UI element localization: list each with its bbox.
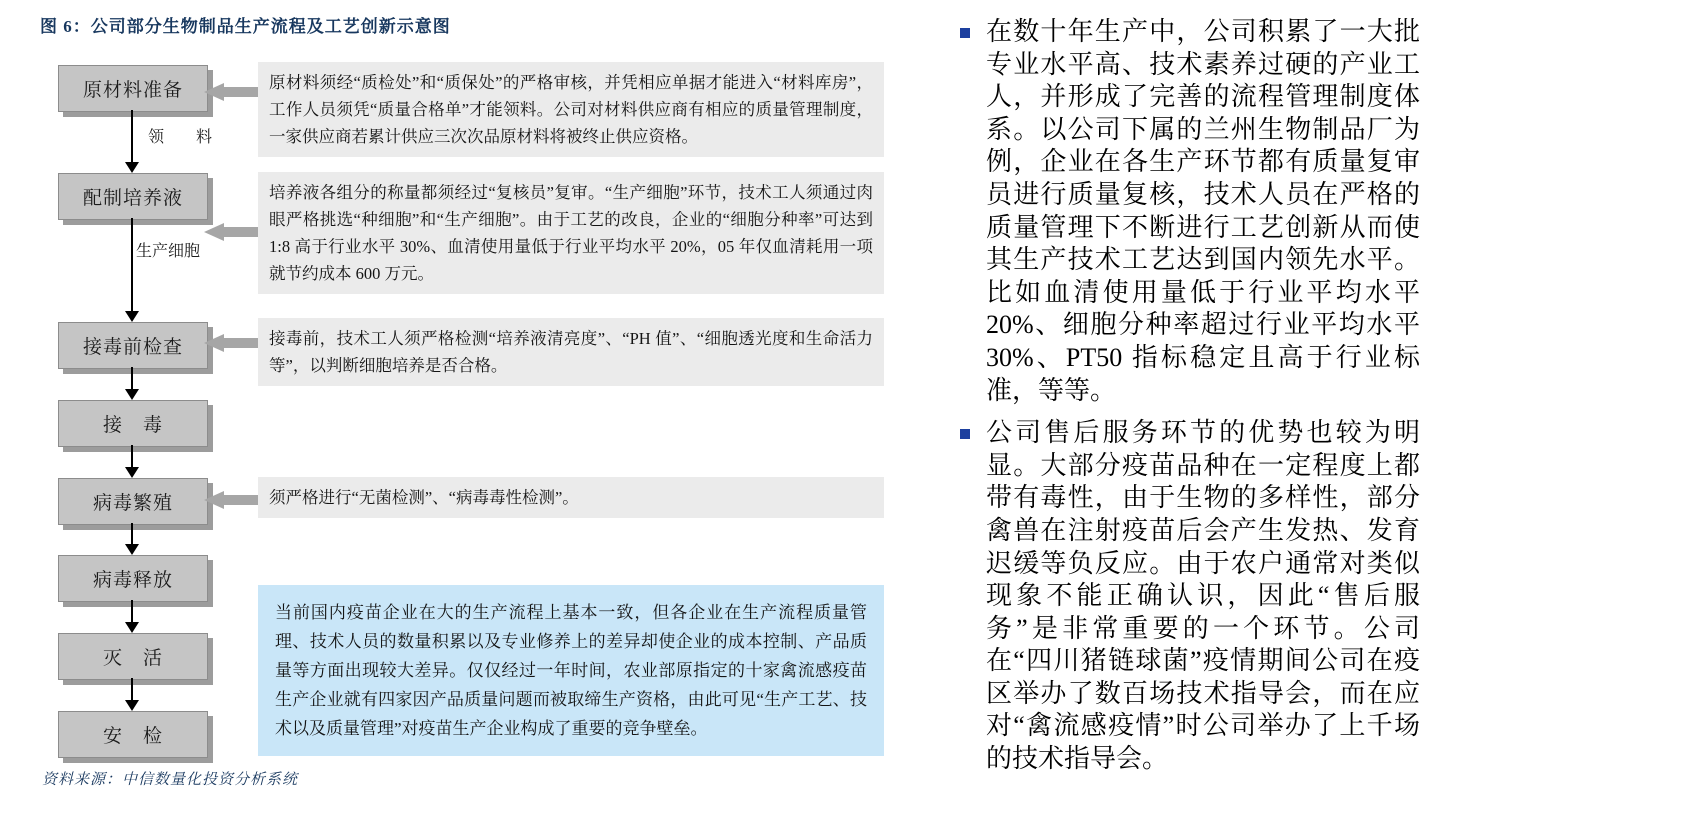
annotation-raw-materials: 原材料须经“质检处”和“质保处”的严格审核，并凭相应单据才能进入“材料库房”，工作人员须凭“质量合格单”才能领料。公司对材料供应商有相应的质量管理制度，一家供应商若累计供应三次次品原材料将被终止供应资格。 [258, 62, 884, 157]
commentary-text: 在数十年生产中，公司积累了一大批专业水平高、技术素养过硬的产业工人，并形成了完善的流程管理制度体系。以公司下属的兰州生物制品厂为例，企业在各生产环节都有质量复审员进行质量复核，技术人员在严格的质量管理下不断进行工艺创新从而使其生产技术工艺达到国内领先水平。比如血清使用量低于行业平均水平20%、细胞分种率超过行业平均水平30%、PT50 指标稳定且高于行业标准，等等。 [986, 17, 1420, 405]
down-arrow-icon [125, 367, 139, 400]
flow-step-inoculation: 接 毒 [58, 400, 208, 447]
annotation-virus-tests: 须严格进行“无菌检测”、“病毒毒性检测”。 [258, 477, 884, 518]
commentary-column [952, 16, 1420, 786]
figure-title: 图 6：公司部分生物制品生产流程及工艺创新示意图 [40, 17, 451, 36]
left-arrow-icon [204, 223, 258, 241]
left-arrow-icon [204, 491, 258, 509]
flow-step-virus-propagation: 病毒繁殖 [58, 478, 208, 525]
industry-note: 当前国内疫苗企业在大的生产流程上基本一致，但各企业在生产流程质量管理、技术人员的数量积累以及专业修养上的差异却使企业的成本控制、产品质量等方面出现较大差异。仅仅经过一年时间，农业部原指定的十家禽流感疫苗生产企业就有四家因产品质量问题而被取缔生产资格，由此可见“生产工艺、技术以及质量管理”对疫苗生产企业构成了重要的竞争壁垒。 [258, 585, 884, 756]
left-arrow-icon [204, 334, 258, 352]
flow-step-pre-inoculation-check: 接毒前检查 [58, 322, 208, 369]
annotation-culture-medium: 培养液各组分的称量都须经过“复核员”复审。“生产细胞”环节，技术工人须通过肉眼严格挑选“种细胞”和“生产细胞”。由于工艺的改良，企业的“细胞分种率”可达到 1:8 高于行业水平 30%、血清使用量低于行业平均水平 20%，05 年仅血清耗用一项就节约成本 600 万元。 [258, 172, 884, 294]
flow-step-raw-material-prep: 原材料准备 [58, 65, 208, 112]
commentary-bullet [952, 16, 1420, 407]
commentary-text: 公司售后服务环节的优势也较为明显。大部分疫苗品种在一定程度上都带有毒性，由于生物的多样性，部分禽兽在注射疫苗后会产生发热、发育迟缓等负反应。由于农户通常对类似现象不能正确认识，因此“售后服务”是非常重要的一个环节。公司在“四川猪链球菌”疫情期间公司在疫区举办了数百场技术指导会，而在应对“禽流感疫情”时公司举办了上千场的技术指导会。 [986, 418, 1420, 774]
down-arrow-icon [125, 678, 139, 711]
flow-step-inactivation: 灭 活 [58, 633, 208, 680]
down-arrow-icon [125, 523, 139, 555]
edge-label-production-cells: 生产细胞 [136, 243, 201, 260]
down-arrow-icon [125, 445, 139, 478]
down-arrow-icon [125, 110, 139, 173]
flow-step-safety-check: 安 检 [58, 711, 208, 758]
data-source-note: 资料来源：中信数量化投资分析系统 [42, 772, 299, 788]
flow-step-virus-release: 病毒释放 [58, 555, 208, 602]
bullet-square-icon [960, 429, 970, 439]
edge-label-materials: 领 料 [148, 129, 213, 146]
down-arrow-icon [125, 218, 139, 322]
annotation-pre-inoculation: 接毒前，技术工人须严格检测“培养液清亮度”、“PH 值”、“细胞透光度和生命活力等”，以判断细胞培养是否合格。 [258, 318, 884, 386]
flow-step-culture-medium: 配制培养液 [58, 173, 208, 220]
left-arrow-icon [204, 83, 258, 101]
down-arrow-icon [125, 600, 139, 633]
bullet-square-icon [960, 28, 970, 38]
commentary-bullet [952, 417, 1420, 776]
